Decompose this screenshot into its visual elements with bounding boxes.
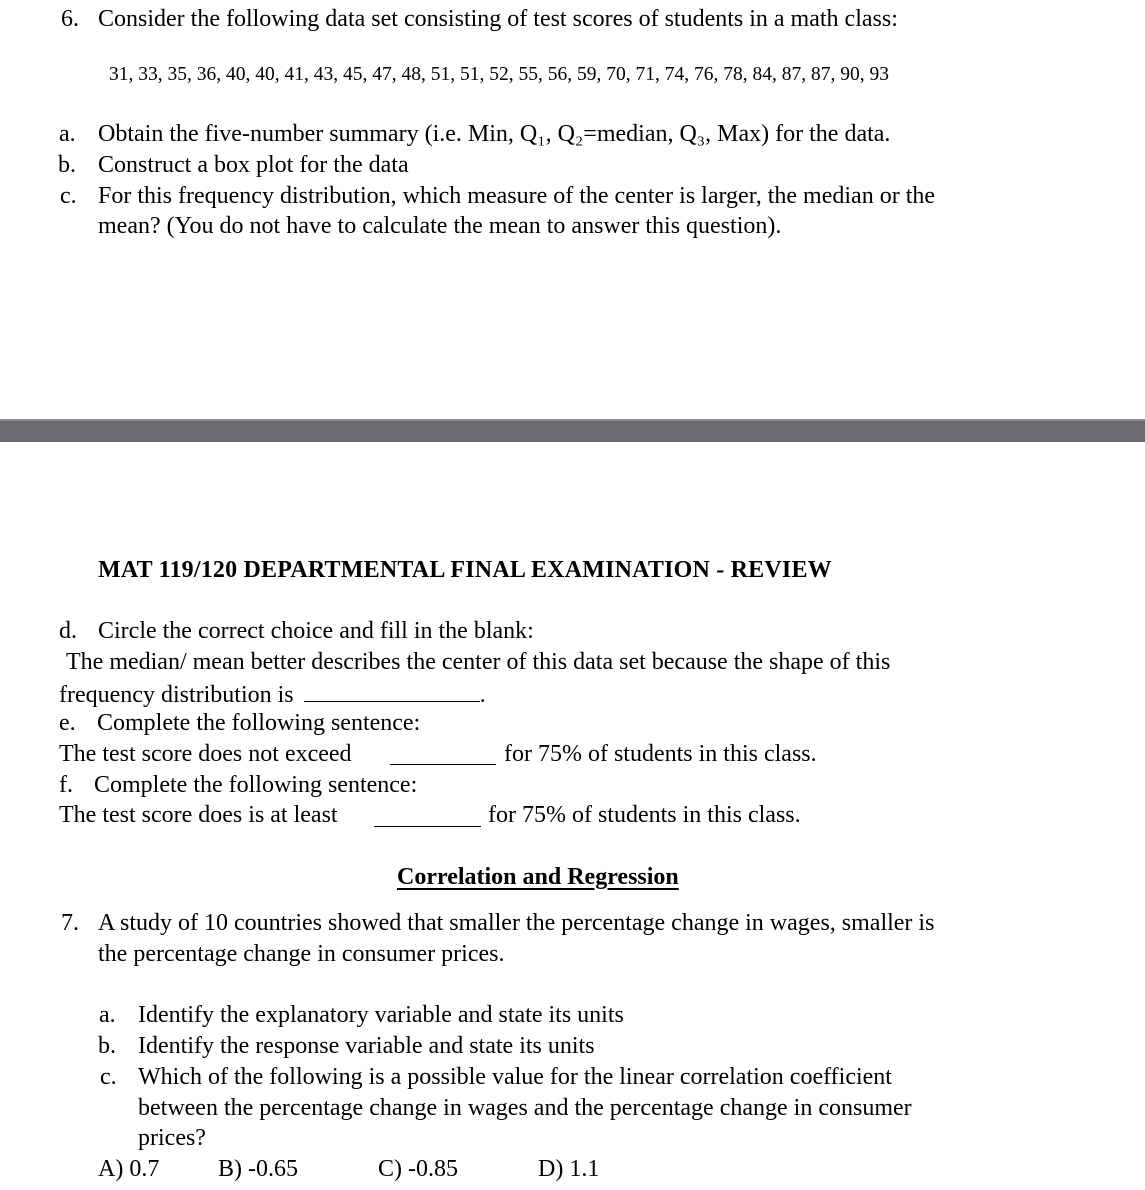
e-prefix: The test score does not exceed bbox=[59, 741, 352, 767]
q7-item-b-letter: b. bbox=[98, 1033, 116, 1059]
d-line2 bbox=[59, 681, 486, 707]
q6-item-b-letter: b. bbox=[58, 152, 76, 178]
section-title: Correlation and Regression bbox=[397, 864, 679, 890]
f-instruction: Complete the following sentence: bbox=[94, 772, 418, 798]
f-suffix: for 75% of students in this class. bbox=[488, 802, 801, 828]
q6-item-c-text-line1: For this frequency distribution, which measure of the center is larger, the median or the bbox=[98, 183, 936, 209]
q7-item-c-line3: prices? bbox=[138, 1125, 206, 1151]
q7-item-a-text: Identify the explanatory variable and state its units bbox=[138, 1002, 624, 1028]
q6-item-a-text: Obtain the five-number summary (i.e. Min, Q₁, Q₂=median, Q₃, Max) for the data. bbox=[98, 121, 891, 147]
choice-d[interactable]: D) 1.1 bbox=[538, 1156, 600, 1182]
page-heading: MAT 119/120 DEPARTMENTAL FINAL EXAMINATION - REVIEW bbox=[98, 557, 832, 583]
f-prefix: The test score does is at least bbox=[59, 802, 338, 828]
q7-line2: the percentage change in consumer prices. bbox=[98, 941, 505, 967]
d-instruction: Circle the correct choice and fill in the blank: bbox=[98, 618, 534, 644]
d-line1: The median/ mean better describes the center of this data set because the shape of this bbox=[66, 649, 891, 675]
choice-c[interactable]: C) -0.85 bbox=[378, 1156, 458, 1182]
q6-item-a-letter: a. bbox=[59, 121, 76, 147]
q7-item-a-letter: a. bbox=[99, 1002, 116, 1028]
choice-b[interactable]: B) -0.65 bbox=[218, 1156, 298, 1182]
q7-item-c-letter: c. bbox=[100, 1064, 117, 1090]
q6-item-b-text: Construct a box plot for the data bbox=[98, 152, 409, 178]
e-label: e. bbox=[59, 710, 76, 736]
choice-a[interactable]: A) 0.7 bbox=[98, 1156, 160, 1182]
d-label: d. bbox=[59, 618, 77, 644]
f-label: f. bbox=[59, 772, 73, 798]
e-instruction: Complete the following sentence: bbox=[97, 710, 421, 736]
q7-item-c-line2: between the percentage change in wages and the percentage change in consumer bbox=[138, 1095, 912, 1121]
q6-number: 6. bbox=[61, 6, 79, 32]
q7-item-c-line1: Which of the following is a possible value for the linear correlation coefficient bbox=[138, 1064, 892, 1090]
q6-item-c-letter: c. bbox=[60, 183, 77, 209]
q7-line1: A study of 10 countries showed that smaller the percentage change in wages, smaller is bbox=[98, 910, 935, 936]
q6-prompt: Consider the following data set consisting of test scores of students in a math class: bbox=[98, 6, 898, 32]
d-line2-suffix: . bbox=[479, 682, 486, 708]
q7-item-b-text: Identify the response variable and state its units bbox=[138, 1033, 595, 1059]
q6-data-values: 31, 33, 35, 36, 40, 40, 41, 43, 45, 47, 48, 51, 51, 52, 55, 56, 59, 70, 71, 74, 76, 78, 84, 87, 87, 90, 93 bbox=[109, 64, 889, 85]
page-separator bbox=[0, 421, 1145, 442]
d-blank[interactable] bbox=[304, 681, 480, 702]
q7-number: 7. bbox=[61, 910, 79, 936]
f-blank[interactable] bbox=[374, 806, 481, 827]
q6-item-c-text-line2: mean? (You do not have to calculate the mean to answer this question). bbox=[98, 213, 782, 239]
e-suffix: for 75% of students in this class. bbox=[504, 741, 817, 767]
e-blank[interactable] bbox=[390, 744, 496, 765]
d-line2-prefix: frequency distribution is bbox=[59, 682, 294, 708]
